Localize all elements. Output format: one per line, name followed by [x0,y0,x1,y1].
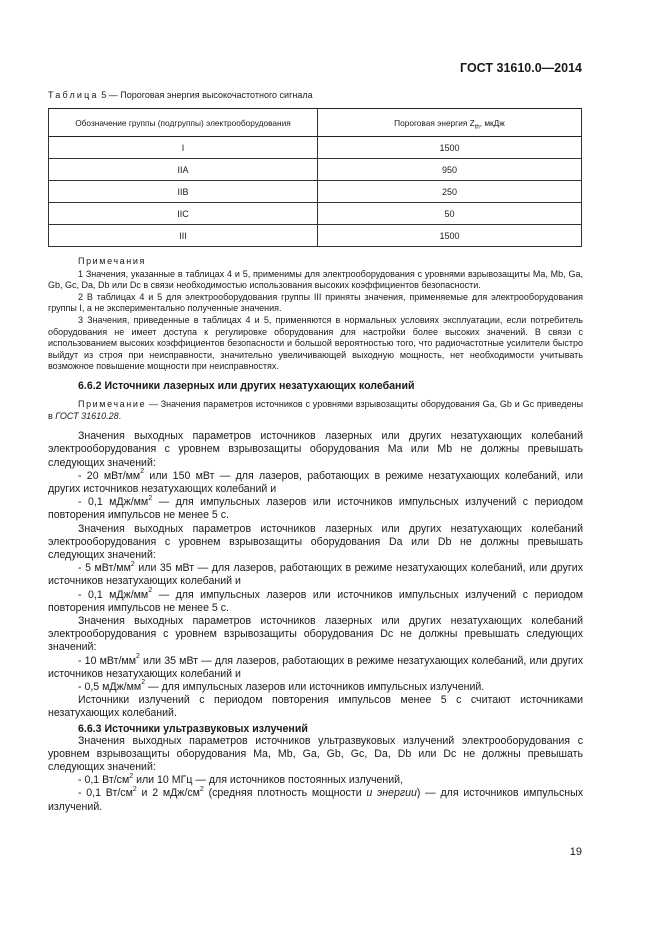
cell-group: IIC [49,203,318,225]
page-content [48,90,583,814]
col-header-energy: Пороговая энергия $Z_{th}$, мкДж [318,109,582,137]
cell-energy: 1500 [318,225,582,247]
cell-energy: 50 [318,203,582,225]
cell-energy: 950 [318,159,582,181]
table-row [49,181,582,203]
table-caption: Таблица 5 — Пороговая энергия высокочастотного сигнала [48,90,313,100]
list-item: - 0,1 мДж/$мм^2$ — для импульсных лазеров или источников импульсных излучений с периодом повторения импульсов не менее 5 с. [48,494,583,522]
notes-title: Примечания [78,256,146,266]
paragraph: Значения выходных параметров источников ультразвуковых излучений электрооборудования с уровнем взрывозащиты оборудования Ma, Mb, Ga, Gb, Gc, Da, Db или Dc не должны превышать следующих значений: [48,734,583,773]
cell-group: I [49,137,318,159]
paragraph: Значения выходных параметров источников лазерных или других незатухающих колебаний электрооборудования с уровнем взрывозащиты оборудования Dc не должны превышать следующих значений: [48,614,583,654]
list-item: - 0,1 $Вт/см^2$ или 10 МГц — для источников постоянных излучений, [78,772,404,787]
table-row [49,159,582,181]
cell-group: IIA [49,159,318,181]
paragraph: Источники излучений с периодом повторения импульсов менее 5 с считают источниками незатухающих колебаний. [48,694,583,720]
note-item: 2 В таблицах 4 и 5 для электрооборудования группы III приняты значения, применяемые для электрооборудования группы I, а не экспериментально полученные значения. [48,291,583,314]
cell-group: IIB [49,181,318,203]
cell-energy: 1500 [318,137,582,159]
paragraph: Значения выходных параметров источников лазерных или других незатухающих колебаний электрооборудования с уровнем взрывозащиты оборудования Ma или Mb не должны превышать следующих значений: [48,430,583,469]
list-item: - 5 мВт/$мм^2$ или 35 мВт — для лазеров, работающих в режиме незатухающих колебаний, или других источников незатухающих колебаний и [48,560,584,588]
list-item: - 20 мВт/$мм^2$ или 150 мВт — для лазеров, работающих в режиме незатухающих колебаний, или других источников незатухающих колебаний и [48,468,583,495]
list-item: - 0,1 мДж/$мм^2$ — для импульсных лазеров или источников импульсных излучений с периодом повторения импульсов не менее 5 с. [48,587,583,614]
cell-energy: 250 [318,181,582,203]
note-item: 3 Значения, приведенные в таблицах 4 и 5, применяются в нормальных условиях эксплуатации, если потребитель оборудования не имеет доступа к регулировке оборудования для настройки более высоких значений. В связи с использованием высоких коэффициентов безопасности и большой вероятностью того, что радиочастотные усилители быстро выйдут из строя при неисправности, значительно увеличивающей выходную мощность, нет необходимости учитывать возможное повышение мощности при неисправностях. [48,314,583,372]
table-notes [48,256,583,373]
table-row [49,203,582,225]
section-662-body [48,430,583,720]
section-662-note: Примечание — Значения параметров источников с уровнями взрывозащиты оборудования Ga, Gb и Gc приведены в ГОСТ 31610.28. [48,398,583,421]
standard-header: ГОСТ 31610.0—2014 [460,61,582,75]
list-item: - 0,1 $Вт/см^2$ и 2 мДж/$см^2$ (средняя плотность мощности и энергии) — для источников импульсных излучений. [48,785,584,813]
threshold-energy-table [48,108,582,247]
list-item: - 10 мВт/$мм^2$ или 35 мВт — для лазеров, работающих в режиме незатухающих колебаний, или других источников незатухающих колебаний и [48,653,583,680]
page-number: 19 [569,846,582,858]
table-row [49,137,582,159]
note-item: 1 Значения, указанные в таблицах 4 и 5, применимы для электрооборудования с уровнями взрывозащиты Ma, Mb, Ga, Gb, Gc, Da, Db или Dc в связи необходимостью использования высоких коэффициентов безопасности. [48,268,583,291]
table-row [49,225,582,247]
col-header-group: Обозначение группы (подгруппы) электрооборудования [49,109,318,137]
cell-group: III [49,225,318,247]
paragraph: Значения выходных параметров источников лазерных или других незатухающих колебаний электрооборудования с уровнем взрывозащиты оборудования Da или Db не должны превышать следующих значений: [48,522,583,561]
table-header-row [49,109,582,137]
section-663-body [48,735,583,814]
section-heading-662: 6.6.2 Источники лазерных или других незатухающих колебаний [78,379,415,392]
section-heading-663: 6.6.3 Источники ультразвуковых излучений [78,722,308,735]
list-item: - 0,5 мДж/$мм^2$ — для импульсных лазеров или источников импульсных излучений. [78,679,485,693]
standard-reference: ГОСТ 31610.28 [55,410,119,421]
